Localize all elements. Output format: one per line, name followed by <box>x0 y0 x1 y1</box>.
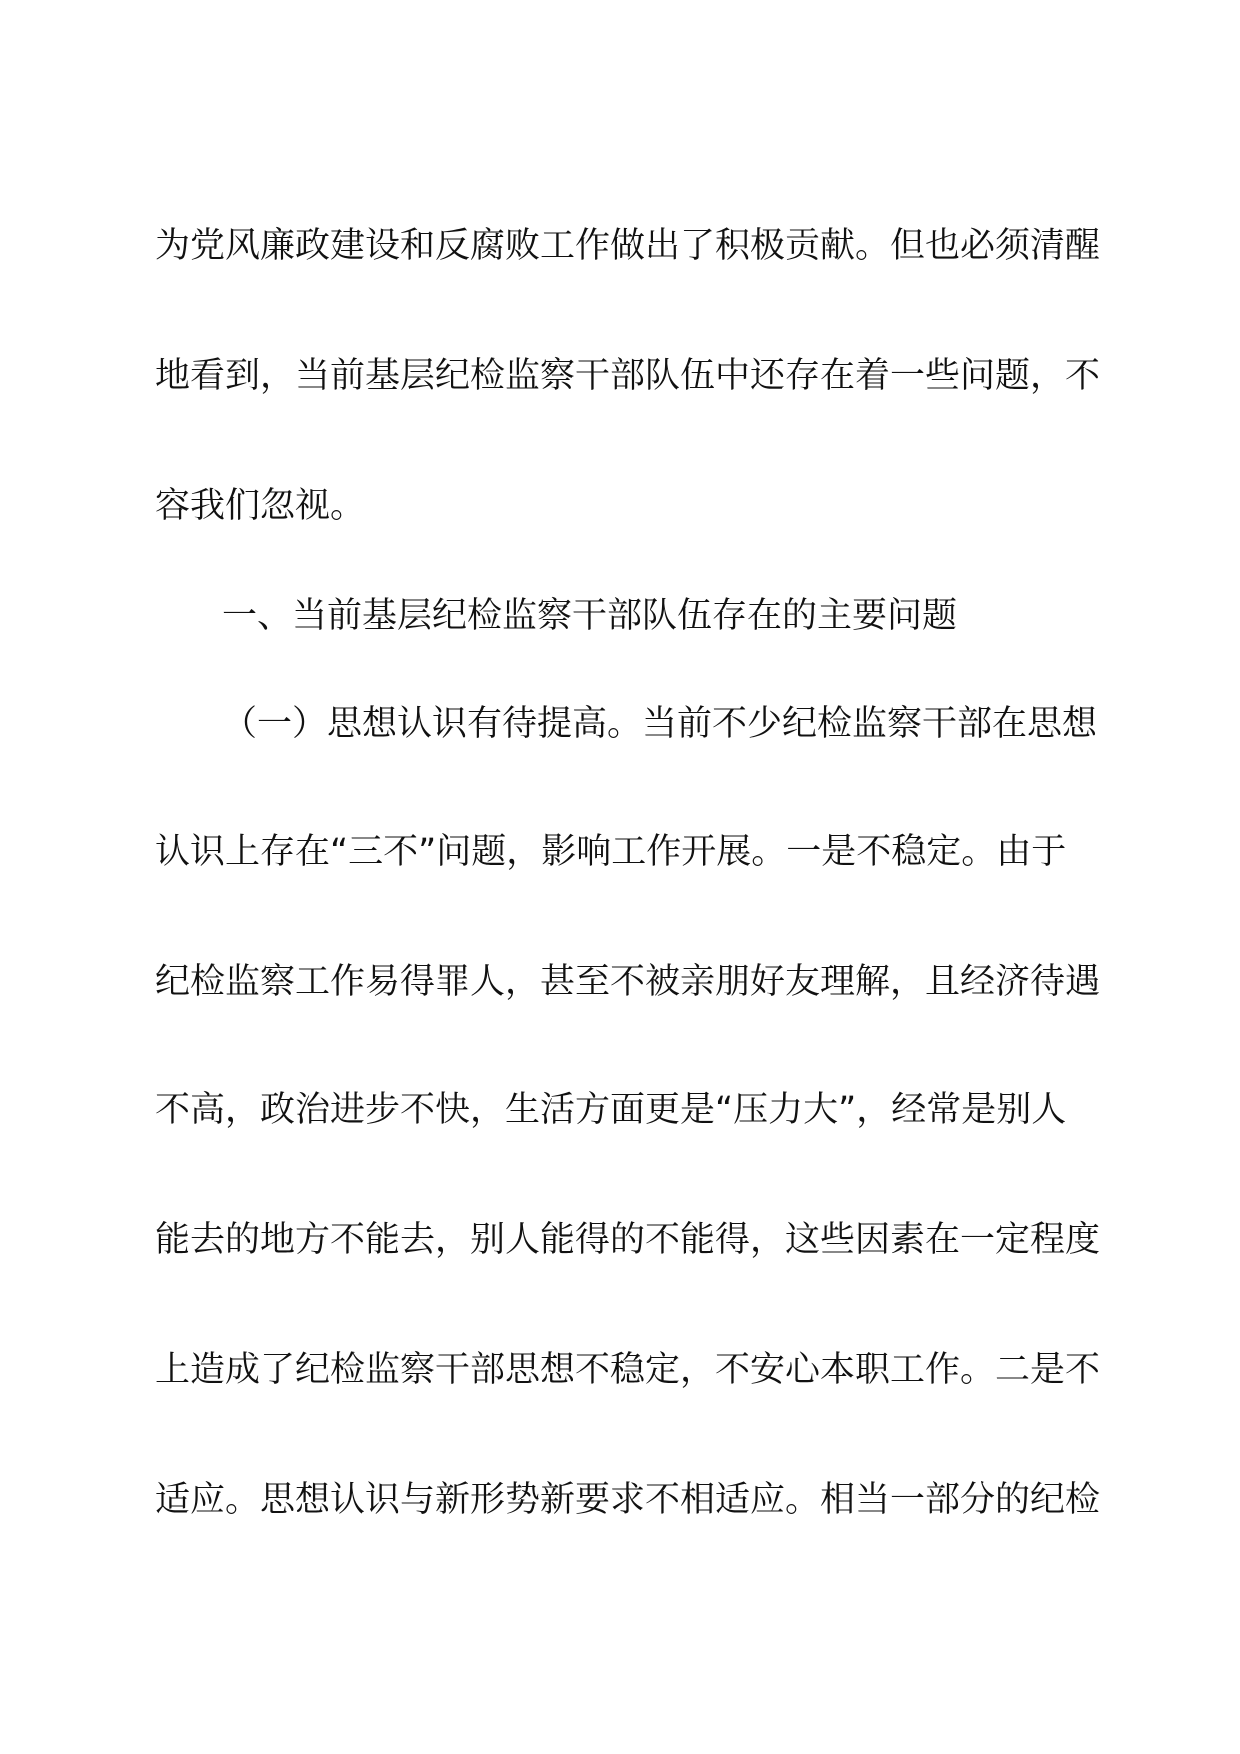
body-text-line: 适应。思想认识与新形势新要求不相适应。相当一部分的纪检 <box>155 1480 1101 1520</box>
body-text-line: 上造成了纪检监察干部思想不稳定，不安心本职工作。二是不 <box>155 1350 1101 1390</box>
body-text-line: 认识上存在“三不”问题，影响工作开展。一是不稳定。由于 <box>155 832 1067 872</box>
body-text-line: 为党风廉政建设和反腐败工作做出了积极贡献。但也必须清醒 <box>155 226 1101 266</box>
subsection-heading-line: （一）思想认识有待提高。当前不少纪检监察干部在思想 <box>222 704 1098 744</box>
body-text-line: 地看到，当前基层纪检监察干部队伍中还存在着一些问题，不 <box>155 356 1101 396</box>
body-text-line: 容我们忽视。 <box>155 486 366 526</box>
section-heading: 一、当前基层纪检监察干部队伍存在的主要问题 <box>222 596 958 636</box>
body-text-line: 能去的地方不能去，别人能得的不能得，这些因素在一定程度 <box>155 1220 1101 1260</box>
body-text-line: 不高，政治进步不快，生活方面更是“压力大”，经常是别人 <box>155 1090 1067 1130</box>
body-text-line: 纪检监察工作易得罪人，甚至不被亲朋好友理解，且经济待遇 <box>155 962 1101 1002</box>
